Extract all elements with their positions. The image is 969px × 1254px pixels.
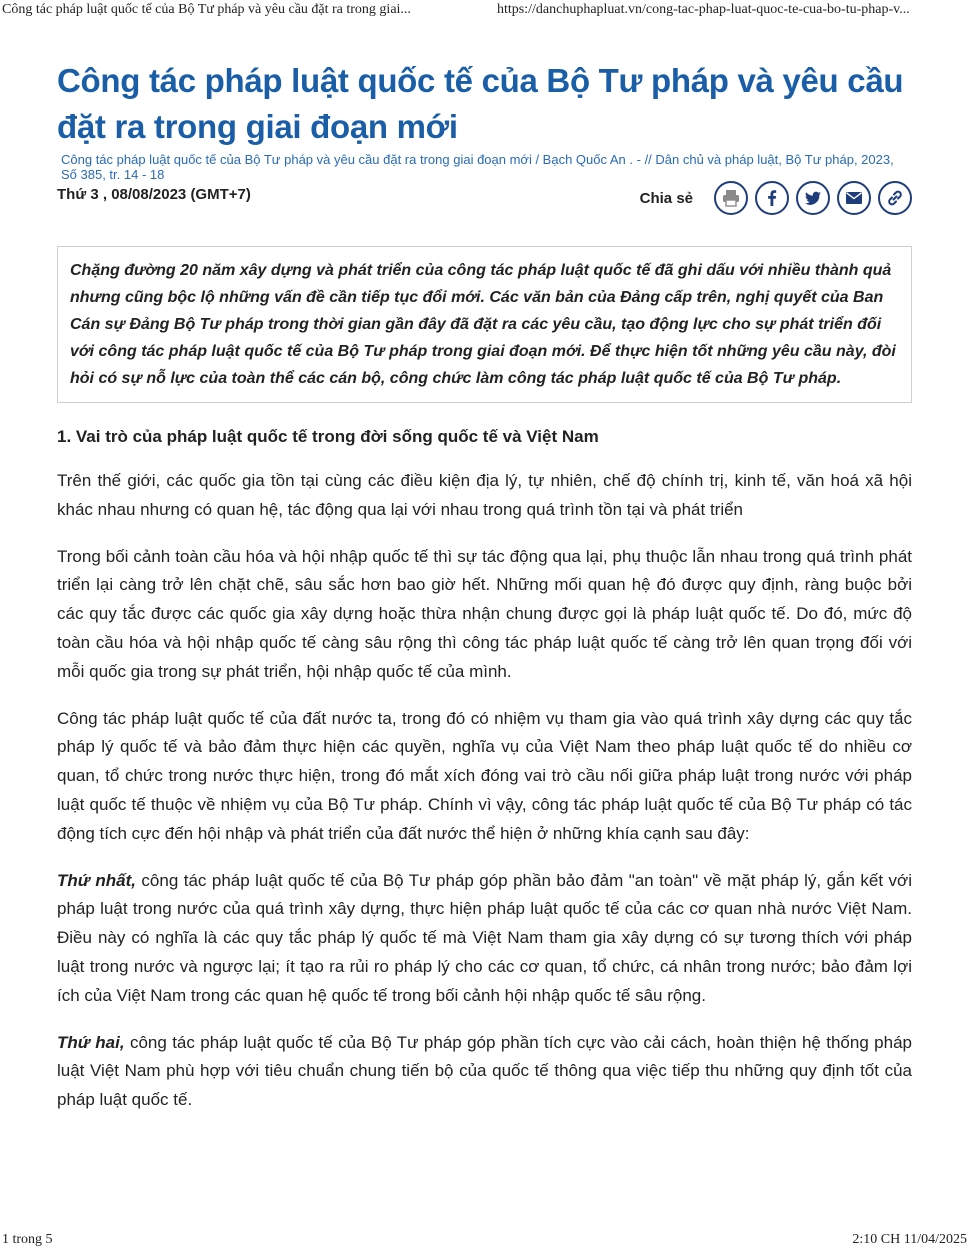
article-sapo: Chặng đường 20 năm xây dựng và phát triển của công tác pháp luật quốc tế đã ghi dấu với nhiều thành quả nhưng cũng bộc lộ những vấn đề cần tiếp tục đổi mới. Các văn bản của Đảng cấp trên, nghị quyết của Ban Cán sự Đảng Bộ Tư pháp trong thời gian gần đây đã đặt ra các yêu cầu, tạo động lực cho sự phát triển đối với công tác pháp luật quốc tế của Bộ Tư pháp trong giai đoạn mới. Để thực hiện tốt những yêu cầu này, đòi hỏi có sự nỗ lực của toàn thể các cán bộ, công chức làm công tác pháp luật quốc tế của Bộ Tư pháp. [57,246,912,403]
print-datetime: 2:10 CH 11/04/2025 [852,1232,967,1247]
page-counter: 1 trong 5 [2,1232,53,1247]
lead-first: Thứ nhất, [57,870,136,890]
link-icon[interactable] [878,181,912,215]
print-footer [0,1232,969,1252]
article-date: Thứ 3 , 08/08/2023 (GMT+7) [57,186,251,203]
article-citation[interactable]: Công tác pháp luật quốc tế của Bộ Tư pháp và yêu cầu đặt ra trong giai đoạn mới / Bạch Quốc An . - // Dân chủ và pháp luật, Bộ Tư pháp, 2023, Số 385, tr. 14 - 18 [61,152,894,182]
paragraph-second-point [57,1029,912,1115]
paragraph-first-point [57,867,912,1011]
article [57,58,912,1115]
print-icon[interactable] [714,181,748,215]
email-icon[interactable] [837,181,871,215]
twitter-icon[interactable] [796,181,830,215]
article-title: Công tác pháp luật quốc tế của Bộ Tư pháp và yêu cầu đặt ra trong giai đoạn mới [57,62,904,145]
second-point-text: công tác pháp luật quốc tế của Bộ Tư pháp góp phần tích cực vào cải cách, hoàn thiện hệ thống pháp luật Việt Nam phù hợp với tiêu chuẩn chung tiến bộ của quốc tế thông qua việc tiếp thu những quy định tốt của pháp luật quốc tế. [57,1032,912,1110]
paragraph: Trên thế giới, các quốc gia tồn tại cùng các điều kiện địa lý, tự nhiên, chế độ chính trị, kinh tế, văn hoá xã hội khác nhau nhưng có quan hệ, tác động qua lại với nhau trong quá trình tồn tại và phát triển [57,471,912,519]
share-label: Chia sẻ [639,189,693,207]
share-bar [640,181,912,215]
lead-second: Thứ hai, [57,1032,125,1052]
meta-row [57,184,912,224]
paragraph: Trong bối cảnh toàn cầu hóa và hội nhập quốc tế thì sự tác động qua lại, phụ thuộc lẫn nhau trong quá trình phát triển lại càng trở lên chặt chẽ, sâu sắc hơn bao giờ hết. Những mối quan hệ đó được quy định, ràng buộc bởi các quy tắc được các quốc gia xây dựng hoặc thừa nhận chung được gọi là pháp luật quốc tế. Do đó, mức độ toàn cầu hóa và hội nhập quốc tế càng sâu rộng thì công tác pháp luật quốc tế càng trở lên quan trọng đối với mỗi quốc gia trong sự phát triển, hội nhập quốc tế của mình. [57,546,912,681]
first-point-text: công tác pháp luật quốc tế của Bộ Tư pháp góp phần bảo đảm "an toàn" về mặt pháp lý, gắn kết với pháp luật trong nước của quá trình xây dựng, thực hiện pháp luật quốc tế của các cơ quan nhà nước Việt Nam. Điều này có nghĩa là các quy tắc pháp lý quốc tế mà Việt Nam tham gia xây dựng có sự tương thích với pháp luật trong nước và ngược lại; ít tạo ra rủi ro pháp lý cho các cơ quan, tổ chức, cá nhân trong nước; bảo đảm lợi ích của Việt Nam trong các quan hệ quốc tế trong bối cảnh hội nhập quốc tế sâu rộng. [57,870,912,1005]
paragraph: Công tác pháp luật quốc tế của đất nước ta, trong đó có nhiệm vụ tham gia vào quá trình xây dựng các quy tắc pháp lý quốc tế và bảo đảm thực hiện các quyền, nghĩa vụ của Việt Nam theo pháp luật quốc tế do nhiều cơ quan, tổ chức trong nước thực hiện, trong đó mắt xích đóng vai trò cầu nối giữa pháp luật trong nước với pháp luật quốc tế thuộc về nhiệm vụ của Bộ Tư pháp. Chính vì vậy, công tác pháp luật quốc tế của Bộ Tư pháp có tác động tích cực đến hội nhập và phát triển của đất nước thể hiện ở những khía cạnh sau đây: [57,708,912,843]
print-header-title: Công tác pháp luật quốc tế của Bộ Tư pháp và yêu cầu đặt ra trong giai... [2,2,411,17]
print-header [0,2,969,22]
facebook-icon[interactable] [755,181,789,215]
print-header-url: https://danchuphapluat.vn/cong-tac-phap-luat-quoc-te-cua-bo-tu-phap-v... [497,2,910,17]
section-heading: 1. Vai trò của pháp luật quốc tế trong đời sống quốc tế và Việt Nam [57,427,599,446]
